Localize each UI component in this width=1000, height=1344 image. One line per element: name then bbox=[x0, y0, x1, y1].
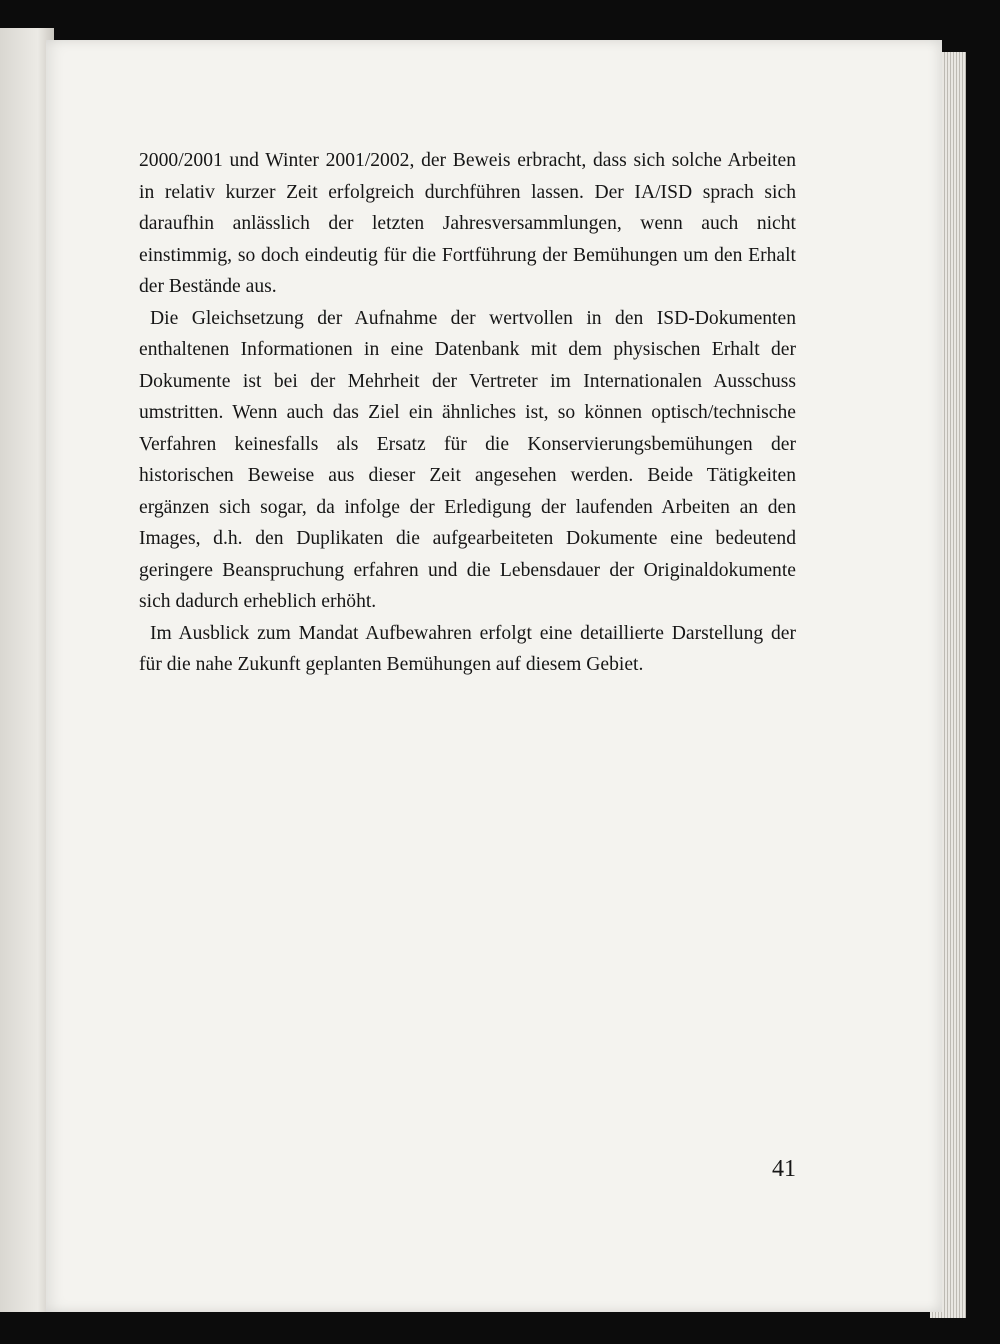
body-text bbox=[139, 145, 796, 681]
paragraph-3: Im Ausblick zum Mandat Aufbewahren erfolgt eine detaillierte Darstellung der für die nahe Zukunft geplanten Bemühungen auf diesem Gebiet. bbox=[139, 622, 796, 675]
page-number: 41 bbox=[772, 1156, 796, 1182]
paragraph-1: 2000/2001 und Winter 2001/2002, der Beweis erbracht, dass sich solche Arbeiten in relativ kurzer Zeit erfolgreich durchführen lassen. Der IA/ISD sprach sich daraufhin anlässlich der letzten Jahresversammlungen, wenn auch nicht einstimmig, so doch eindeutig für die Fortführung der Bemühungen um den Erhalt der Bestände aus. bbox=[139, 150, 796, 297]
paragraph-2: Die Gleichsetzung der Aufnahme der wertvollen in den ISD-Dokumenten enthaltenen Informationen in eine Datenbank mit dem physischen Erhalt der Dokumente ist bei der Mehrheit der Vertreter im Internationalen Ausschuss umstritten. Wenn auch das Ziel ein ähnliches ist, so können optisch/technische Verfahren keinesfalls als Ersatz für die Konservierungsbemühungen der historischen Beweise aus dieser Zeit angesehen werden. Beide Tätigkeiten ergänzen sich sogar, da infolge der Erledigung der laufenden Arbeiten an den Images, d.h. den Duplikaten die aufgearbeiteten Dokumente eine bedeutend geringere Beanspruchung erfahren und die Lebensdauer der Originaldokumente sich dadurch erheblich erhöht. bbox=[139, 307, 796, 612]
